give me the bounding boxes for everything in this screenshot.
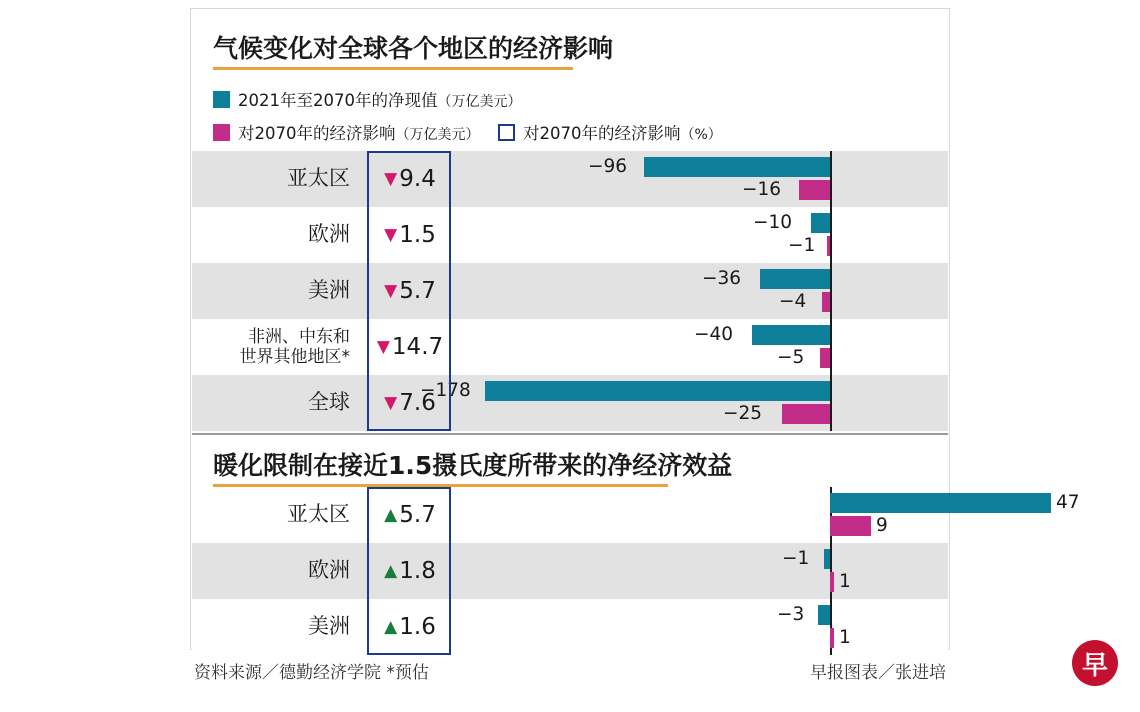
- row-pct-value: ▼ 1.5: [384, 222, 436, 248]
- legend-label-impact-pct: 对2070年的经济影响（%）: [523, 124, 722, 143]
- row-pct-value: ▲ 1.8: [384, 558, 436, 584]
- legend-swatch-outline-icon: [498, 124, 515, 141]
- row-plot: [420, 375, 940, 431]
- bar-npv: [824, 549, 830, 569]
- table-row: [192, 543, 948, 599]
- bar-impact: [782, 404, 830, 424]
- bar-impact-value: −5: [777, 347, 805, 368]
- bar-npv-value: −1: [782, 548, 810, 569]
- bar-npv-value: 47: [1056, 492, 1080, 513]
- credit-text: 早报图表／张进培: [810, 663, 946, 683]
- bar-impact-value: −25: [723, 403, 763, 424]
- chart-card: [190, 8, 1080, 650]
- triangle-down-icon: ▼: [384, 280, 398, 301]
- bar-npv: [752, 325, 830, 345]
- legend-label-npv: 2021年至2070年的净现值（万亿美元）: [238, 91, 522, 110]
- triangle-down-icon: ▼: [384, 392, 398, 413]
- bar-npv: [485, 381, 830, 401]
- zero-axis-line: [830, 375, 832, 431]
- legend-swatch-teal-icon: [213, 91, 230, 108]
- bar-impact: [830, 572, 834, 592]
- row-label: 欧洲: [308, 558, 350, 583]
- bar-impact: [799, 180, 830, 200]
- zero-axis-line: [830, 151, 832, 207]
- bar-impact: [827, 236, 830, 256]
- row-plot: [460, 207, 940, 263]
- legend-item-impact-pct: [498, 120, 722, 144]
- bar-npv-value: −40: [694, 324, 734, 345]
- table-row: [192, 151, 948, 207]
- bar-npv: [760, 269, 830, 289]
- row-label: 非洲、中东和 世界其他地区*: [239, 326, 350, 367]
- row-plot: [460, 487, 1080, 543]
- publication-logo: 早: [1072, 640, 1118, 686]
- legend-label-impact-value: 对2070年的经济影响（万亿美元）: [238, 124, 480, 143]
- row-plot: [460, 151, 940, 207]
- row-label: 美洲: [308, 278, 350, 303]
- bar-npv-value: −96: [588, 156, 628, 177]
- zero-axis-line: [830, 263, 832, 319]
- panel-2-title: [213, 446, 732, 482]
- row-pct-value: ▲ 5.7: [384, 502, 436, 528]
- triangle-up-icon: ▲: [384, 616, 398, 637]
- triangle-down-icon: ▼: [376, 336, 390, 357]
- panel-2-rows: [192, 487, 1080, 655]
- zero-axis-line: [830, 207, 832, 263]
- row-label: 全球: [308, 390, 350, 415]
- panel-1-title: [213, 29, 613, 65]
- row-plot: [460, 543, 940, 599]
- table-row: [192, 263, 948, 319]
- bar-npv: [644, 157, 830, 177]
- row-pct-value: ▲ 1.6: [384, 614, 436, 640]
- bar-npv-value: −178: [420, 380, 471, 401]
- row-label: 亚太区: [287, 502, 350, 527]
- zero-axis-line: [830, 319, 832, 375]
- row-pct-value: ▼ 14.7: [376, 334, 444, 360]
- bar-impact-value: −1: [788, 235, 816, 256]
- legend-swatch-magenta-icon: [213, 124, 230, 141]
- bar-npv-value: −36: [702, 268, 742, 289]
- row-label: 美洲: [308, 614, 350, 639]
- bar-impact-value: 1: [839, 627, 851, 648]
- footer: [190, 658, 950, 688]
- table-row: [192, 599, 948, 655]
- triangle-down-icon: ▼: [384, 224, 398, 245]
- row-label: 欧洲: [308, 222, 350, 247]
- panel-divider: [192, 433, 948, 435]
- table-row: [192, 487, 1080, 543]
- table-row: [192, 319, 948, 375]
- bar-impact-value: −4: [779, 291, 807, 312]
- triangle-down-icon: ▼: [384, 168, 398, 189]
- row-plot: [460, 263, 940, 319]
- bar-npv-value: −3: [777, 604, 805, 625]
- panel-1-rows: [192, 151, 948, 431]
- bar-impact: [820, 348, 830, 368]
- row-plot: [460, 319, 940, 375]
- row-label: 亚太区: [287, 166, 350, 191]
- bar-npv: [818, 605, 830, 625]
- triangle-up-icon: ▲: [384, 504, 398, 525]
- bar-impact-value: 1: [839, 571, 851, 592]
- row-plot: [460, 599, 940, 655]
- bar-npv: [830, 493, 1051, 513]
- legend-item-npv: [213, 87, 521, 111]
- bar-impact-value: −16: [742, 179, 782, 200]
- table-row: [192, 375, 948, 431]
- bar-impact-value: 9: [876, 515, 888, 536]
- bar-npv-value: −10: [753, 212, 793, 233]
- legend-item-impact-value: [213, 120, 480, 144]
- title-underline-1: [213, 67, 573, 70]
- bar-impact: [830, 628, 834, 648]
- row-pct-value: ▼ 7.6: [384, 390, 436, 416]
- bar-impact: [830, 516, 871, 536]
- panel-1-title-text: 气候变化对全球各个地区的经济影响: [213, 34, 614, 63]
- triangle-up-icon: ▲: [384, 560, 398, 581]
- bar-npv: [811, 213, 830, 233]
- row-pct-value: ▼ 9.4: [384, 166, 436, 192]
- table-row: [192, 207, 948, 263]
- bar-impact: [822, 292, 830, 312]
- panel-2-title-text: 暖化限制在接近1.5摄氏度所带来的净经济效益: [213, 451, 733, 480]
- row-pct-value: ▼ 5.7: [384, 278, 436, 304]
- source-text: 资料来源／德勤经济学院 *预估: [194, 663, 429, 683]
